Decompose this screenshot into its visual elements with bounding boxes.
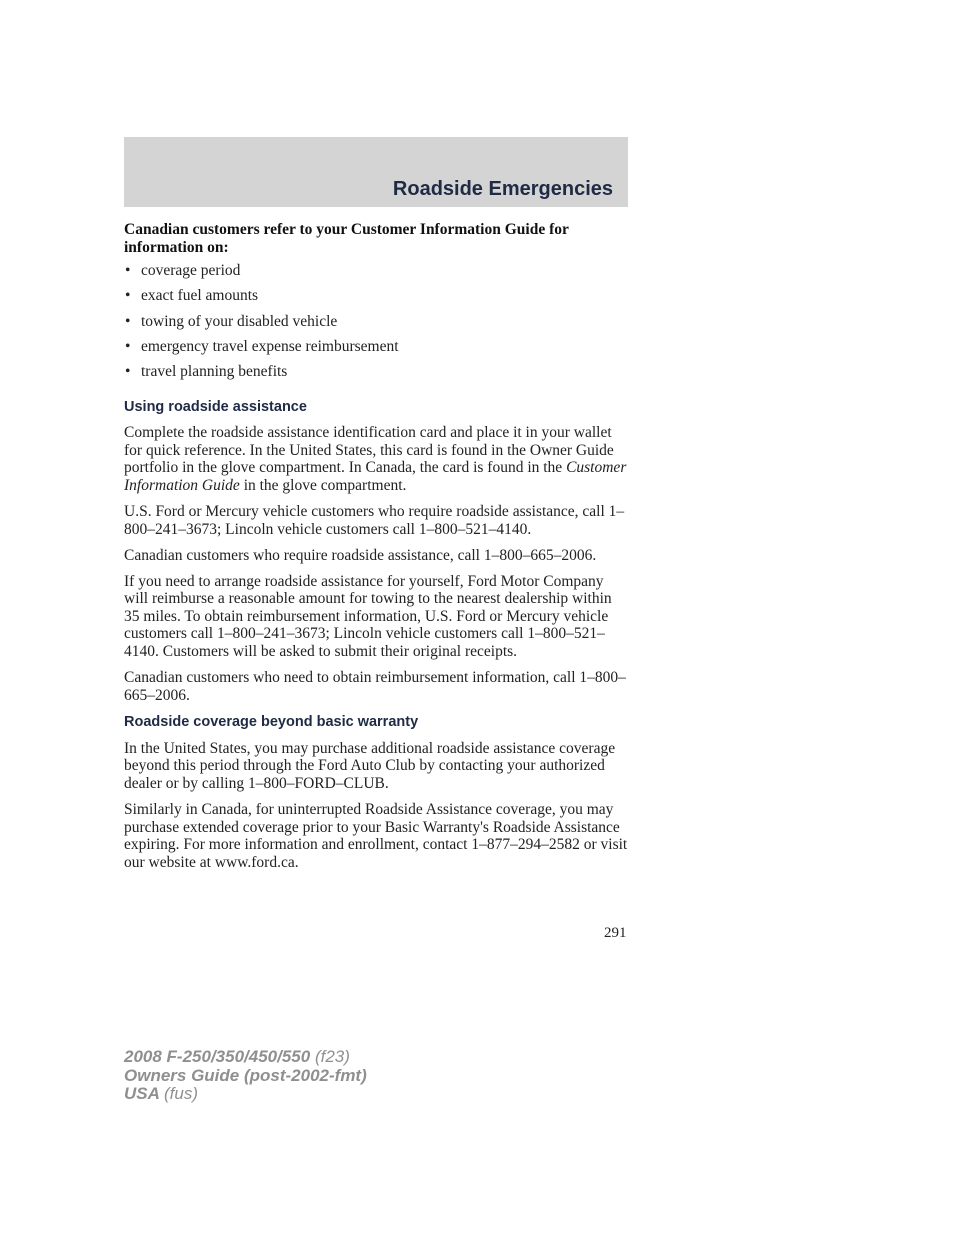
list-item-text: coverage period: [141, 262, 241, 280]
paragraph-canada-phone: Canadian customers who require roadside assistance, call 1–800–665–2006.: [124, 546, 597, 564]
section-header-band: [124, 137, 628, 207]
list-item-text: exact fuel amounts: [141, 287, 259, 305]
paragraph-us-phone: U.S. Ford or Mercury vehicle customers who require roadside assistance, call 1–800–241–3673; Lincoln vehicle customers call 1–800–521–4140.: [124, 503, 625, 538]
footer-model-code: (f23): [314, 1047, 350, 1066]
footer-line-guide: Owners Guide (post-2002-fmt): [124, 1065, 367, 1085]
bullet-icon: •: [125, 338, 131, 356]
list-item: [124, 287, 629, 312]
list-item-text: travel planning benefits: [141, 363, 288, 381]
intro-text: Canadian customers refer to your Customer Information Guide for information on:: [124, 221, 569, 256]
paragraph-us-coverage: In the United States, you may purchase additional roadside assistance coverage beyond this period through the Ford Auto Club by contacting your authorized dealer or by calling 1–800–FORD–CLUB.: [124, 739, 616, 792]
page-content: [124, 221, 629, 880]
guide-title-italic: Customer Information Guide: [124, 459, 627, 495]
list-item: [124, 338, 629, 363]
section-title: Roadside Emergencies: [392, 178, 613, 200]
paragraph-text: in the glove compartment.: [239, 477, 407, 495]
bullet-icon: •: [125, 262, 131, 280]
paragraph-reimbursement: If you need to arrange roadside assistance for yourself, Ford Motor Company will reimburse a reasonable amount for towing to the nearest dealership within 35 miles. To obtain reimbursement information, U.S. Ford or Mercury vehicle customers call 1–800–241–3673; Lincoln vehicle customers call 1–800–521–4140. Customers will be asked to submit their original receipts.: [124, 572, 612, 660]
page-number: 291: [604, 925, 627, 941]
footer-model: 2008 F-250/350/450/550: [124, 1047, 311, 1066]
heading-using-roadside-assistance: Using roadside assistance: [124, 398, 307, 415]
list-item-text: emergency travel expense reimbursement: [141, 338, 399, 356]
bullet-icon: •: [125, 312, 131, 330]
bullet-icon: •: [125, 287, 131, 305]
document-footer: [124, 1048, 367, 1104]
info-bullet-list: [124, 262, 629, 388]
list-item-text: towing of your disabled vehicle: [141, 312, 338, 330]
footer-line-market: [124, 1085, 367, 1104]
footer-line-model: [124, 1048, 367, 1067]
paragraph-id-card: [124, 424, 629, 494]
bullet-icon: •: [125, 363, 131, 381]
heading-roadside-coverage: Roadside coverage beyond basic warranty: [124, 714, 419, 731]
list-item: [124, 313, 629, 338]
paragraph-canada-coverage: Similarly in Canada, for uninterrupted Roadside Assistance coverage, you may purchase extended coverage prior to your Basic Warranty's Roadside Assistance expiring. For more information and enrollment, contact 1–877–294–2582 or visit our website at www.ford.ca.: [124, 800, 628, 871]
paragraph-text: Complete the roadside assistance identification card and place it in your wallet for quick reference. In the United States, this card is found in the Owner Guide portfolio in the glove compartment. In Canada, the card is found in the: [124, 424, 614, 477]
list-item: [124, 363, 629, 388]
paragraph-canada-reimbursement: Canadian customers who need to obtain reimbursement information, call 1–800–665–2006.: [124, 668, 626, 704]
footer-market-code: (fus): [164, 1084, 198, 1103]
list-item: [124, 262, 629, 287]
footer-market: USA: [124, 1084, 160, 1103]
